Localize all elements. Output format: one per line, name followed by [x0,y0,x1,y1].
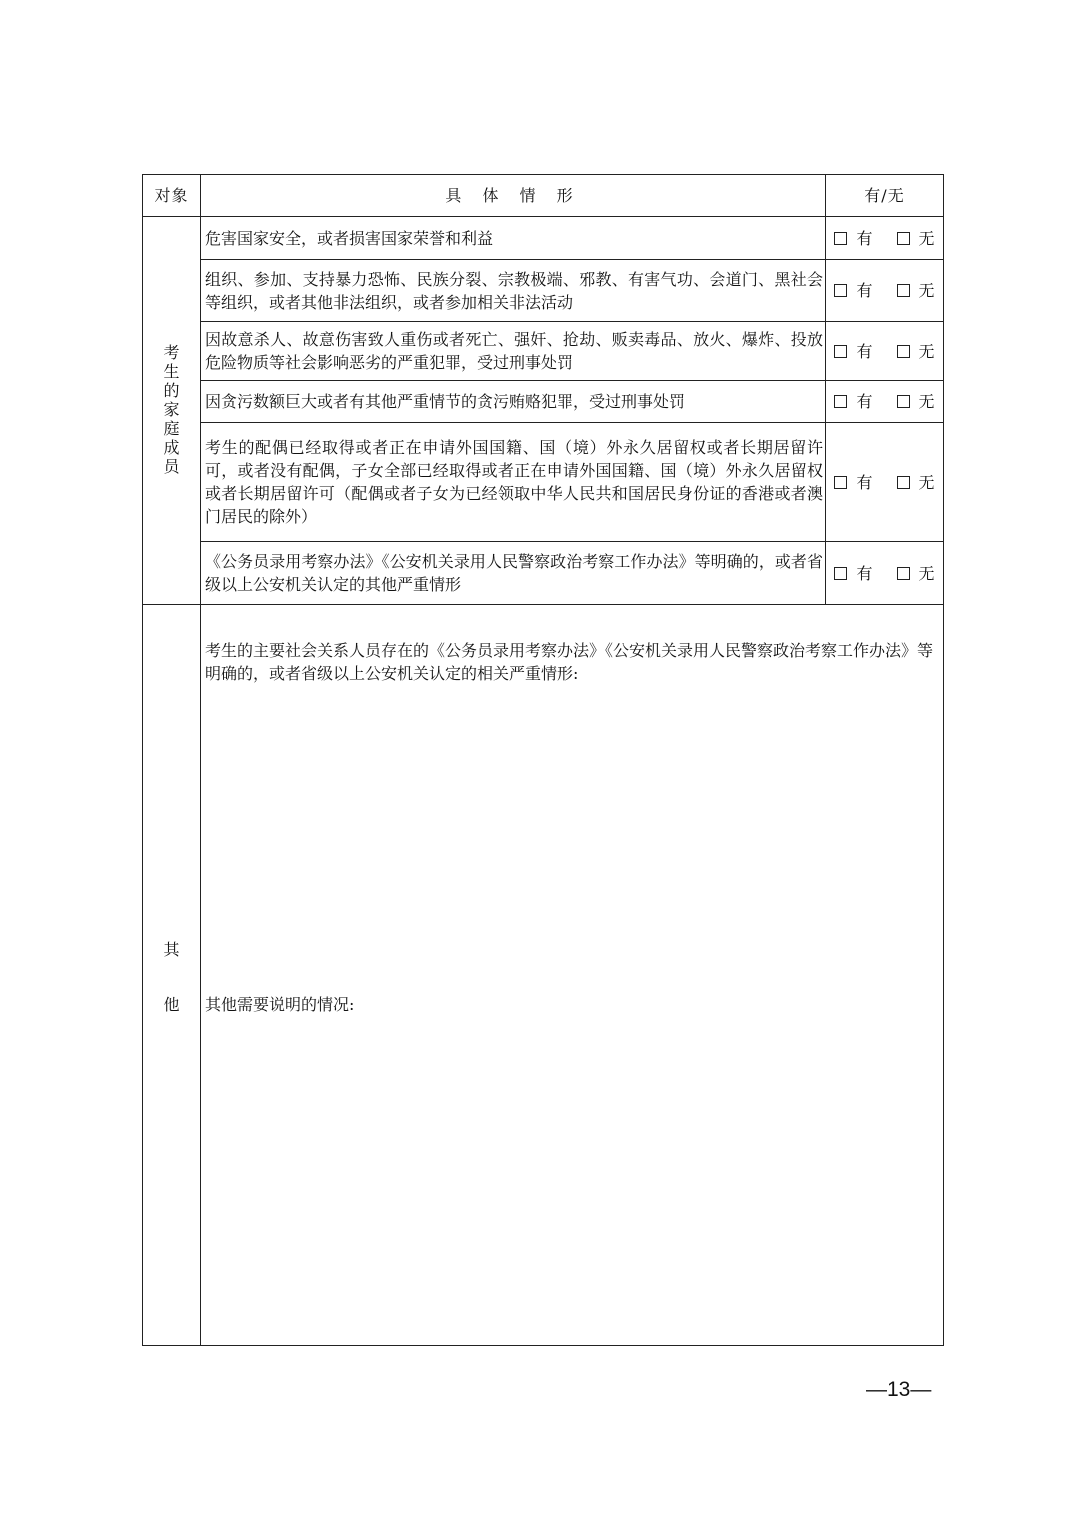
yes-checkbox[interactable] [834,476,847,489]
no-checkbox[interactable] [897,476,910,489]
yes-label: 有 [856,341,873,361]
no-checkbox[interactable] [897,345,910,358]
header-yes-no: 有/无 [826,175,944,217]
table-row [143,322,944,381]
yes-checkbox[interactable] [834,284,847,297]
no-label: 无 [918,472,935,492]
no-label: 无 [918,281,935,300]
family-members-label: 考生的家庭成员 [163,343,180,476]
no-checkbox[interactable] [897,232,910,245]
yes-checkbox[interactable] [834,395,847,408]
no-label: 无 [918,228,935,248]
no-checkbox[interactable] [897,567,910,580]
header-subject: 对象 [143,175,201,217]
yes-no-options [826,423,944,542]
yes-label: 有 [856,392,873,411]
table-row [143,217,944,260]
other-label-char-1: 其 [163,940,180,959]
other-row [143,605,944,1346]
social-relations-prompt: 考生的主要社会关系人员存在的《公务员录用考察办法》《公安机关录用人民警察政治考察工作办法》等明确的，或者省级以上公安机关认定的相关严重情形: [205,641,934,683]
yes-checkbox[interactable] [834,567,847,580]
situation-text: 危害国家安全，或者损害国家荣誉和利益 [201,217,826,260]
other-content-cell[interactable] [201,605,944,1346]
yes-no-options [826,322,944,381]
table-row [143,542,944,605]
yes-no-options [826,542,944,605]
yes-no-options [826,260,944,322]
situation-text: 《公务员录用考察办法》《公安机关录用人民警察政治考察工作办法》等明确的，或者省级以上公安机关认定的其他严重情形 [201,542,826,605]
no-label: 无 [918,563,935,583]
yes-label: 有 [856,472,873,492]
table-row [143,423,944,542]
other-label-char-2: 他 [163,995,180,1014]
yes-label: 有 [856,228,873,248]
no-checkbox[interactable] [897,284,910,297]
other-label-cell [143,605,201,1346]
yes-no-options [826,217,944,260]
family-members-label-cell [143,217,201,605]
no-checkbox[interactable] [897,395,910,408]
situation-text: 组织、参加、支持暴力恐怖、民族分裂、宗教极端、邪教、有害气功、会道门、黑社会等组织，或者其他非法组织，或者参加相关非法活动 [201,260,826,322]
yes-label: 有 [856,563,873,583]
yes-checkbox[interactable] [834,232,847,245]
table-row [143,381,944,423]
yes-checkbox[interactable] [834,345,847,358]
situation-text: 考生的配偶已经取得或者正在申请外国国籍、国（境）外永久居留权或者长期居留许可，或者没有配偶，子女全部已经取得或者正在申请外国国籍、国（境）外永久居留权或者长期居留许可（配偶或者子女为已经领取中华人民共和国居民身份证的香港或者澳门居民的除外） [201,423,826,542]
header-situation: 具 体 情 形 [201,175,826,217]
yes-no-options [826,381,944,423]
situation-text: 因故意杀人、故意伤害致人重伤或者死亡、强奸、抢劫、贩卖毒品、放火、爆炸、投放危险物质等社会影响恶劣的严重犯罪，受过刑事处罚 [201,322,826,381]
other-explanation-prompt: 其他需要说明的情况: [205,995,355,1014]
table-header-row [143,175,944,217]
political-review-table [142,174,944,1346]
situation-text: 因贪污数额巨大或者有其他严重情节的贪污贿赂犯罪，受过刑事处罚 [201,381,826,423]
no-label: 无 [918,341,935,361]
no-label: 无 [918,392,935,411]
yes-label: 有 [856,281,873,300]
page-number: —13— [866,1378,932,1401]
table-row [143,260,944,322]
